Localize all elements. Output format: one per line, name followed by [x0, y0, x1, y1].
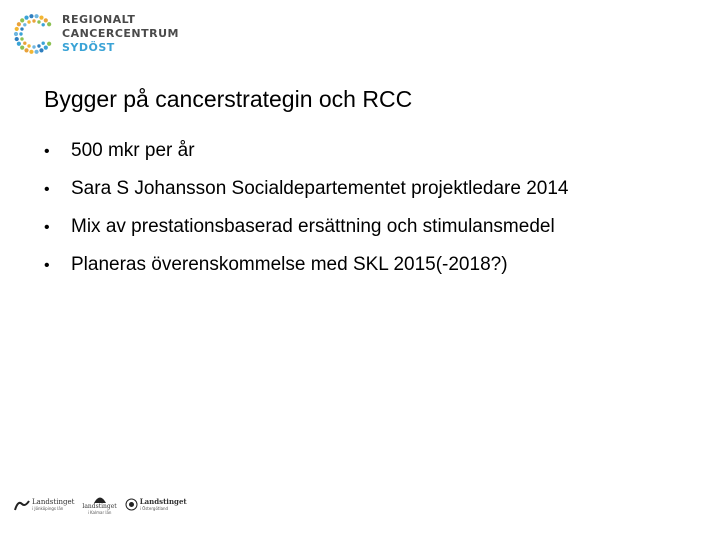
logo-dot	[29, 50, 33, 54]
logo-dot	[44, 46, 48, 50]
logo-line-3: SYDÖST	[62, 41, 115, 54]
logo-dot	[20, 27, 23, 30]
logo-text	[62, 13, 179, 55]
footer-logos	[14, 494, 187, 515]
footer-logo-name: Landstinget	[139, 497, 187, 506]
logo-line-1: REGIONALT	[62, 13, 136, 26]
logo-dot	[41, 23, 44, 26]
logo-dot	[37, 20, 40, 23]
logo-dot	[37, 44, 40, 47]
bullet-text: Sara S Johansson Socialdepartementet projektledare 2014	[71, 178, 569, 199]
bullet-dot: •	[44, 257, 50, 274]
logo-dot	[14, 32, 18, 36]
bullet-item	[44, 254, 569, 292]
footer-logo-sub: i Jönköpings län	[32, 506, 64, 511]
logo-dot	[27, 20, 30, 23]
footer-logo-ostergotland	[125, 498, 187, 511]
logo-dot	[34, 14, 38, 18]
bullet-dot: •	[44, 219, 50, 236]
logo-dot	[24, 48, 28, 52]
logo-dot	[39, 48, 43, 52]
logo-dot	[44, 18, 48, 22]
logo-dot	[15, 37, 19, 41]
logo-dot	[32, 19, 35, 22]
logo-dot	[27, 44, 30, 47]
bullet-text: Mix av prestationsbaserad ersättning och stimulansmedel	[71, 216, 555, 237]
logo-dot	[20, 46, 24, 50]
bullet-list	[44, 140, 569, 292]
logo-dot	[23, 23, 26, 26]
footer-logo-name: landstinget	[82, 503, 117, 510]
bullet-dot: •	[44, 181, 50, 198]
logo-dot	[47, 42, 51, 46]
logo-dot	[19, 32, 22, 35]
logo-dot	[24, 16, 28, 20]
landstinget-ostergotland-icon	[125, 498, 138, 511]
rcc-sun-logo-icon	[12, 12, 56, 56]
bullet-item	[44, 178, 569, 216]
bullet-dot: •	[44, 143, 50, 160]
landstinget-jonkoping-icon	[14, 498, 30, 512]
bullet-text: Planeras överenskommelse med SKL 2015(-2018?)	[71, 254, 508, 275]
footer-logo-kalmar	[82, 494, 116, 515]
bullet-item	[44, 140, 569, 178]
logo-dot	[15, 27, 19, 31]
logo-dot	[17, 42, 21, 46]
logo-dot	[41, 41, 44, 44]
bullet-text: 500 mkr per år	[71, 140, 195, 161]
logo-dot	[20, 18, 24, 22]
logo-dot	[20, 37, 23, 40]
footer-logo-name: Landstinget	[32, 498, 75, 506]
logo-dot	[47, 22, 51, 26]
bullet-item	[44, 216, 569, 254]
logo-dot	[23, 41, 26, 44]
logo-dot	[32, 45, 35, 48]
logo-dot	[17, 22, 21, 26]
logo-line-2: CANCERCENTRUM	[62, 27, 179, 40]
footer-logo-jonkoping	[14, 498, 74, 512]
slide-title: Bygger på cancerstrategin och RCC	[44, 86, 413, 112]
logo-dot	[39, 16, 43, 20]
footer-logo-sub: i Östergötland	[139, 506, 169, 511]
logo-dot	[29, 14, 33, 18]
rcc-logo	[12, 12, 179, 56]
logo-dot	[34, 50, 38, 54]
footer-logo-sub: i Kalmar län	[87, 510, 112, 515]
